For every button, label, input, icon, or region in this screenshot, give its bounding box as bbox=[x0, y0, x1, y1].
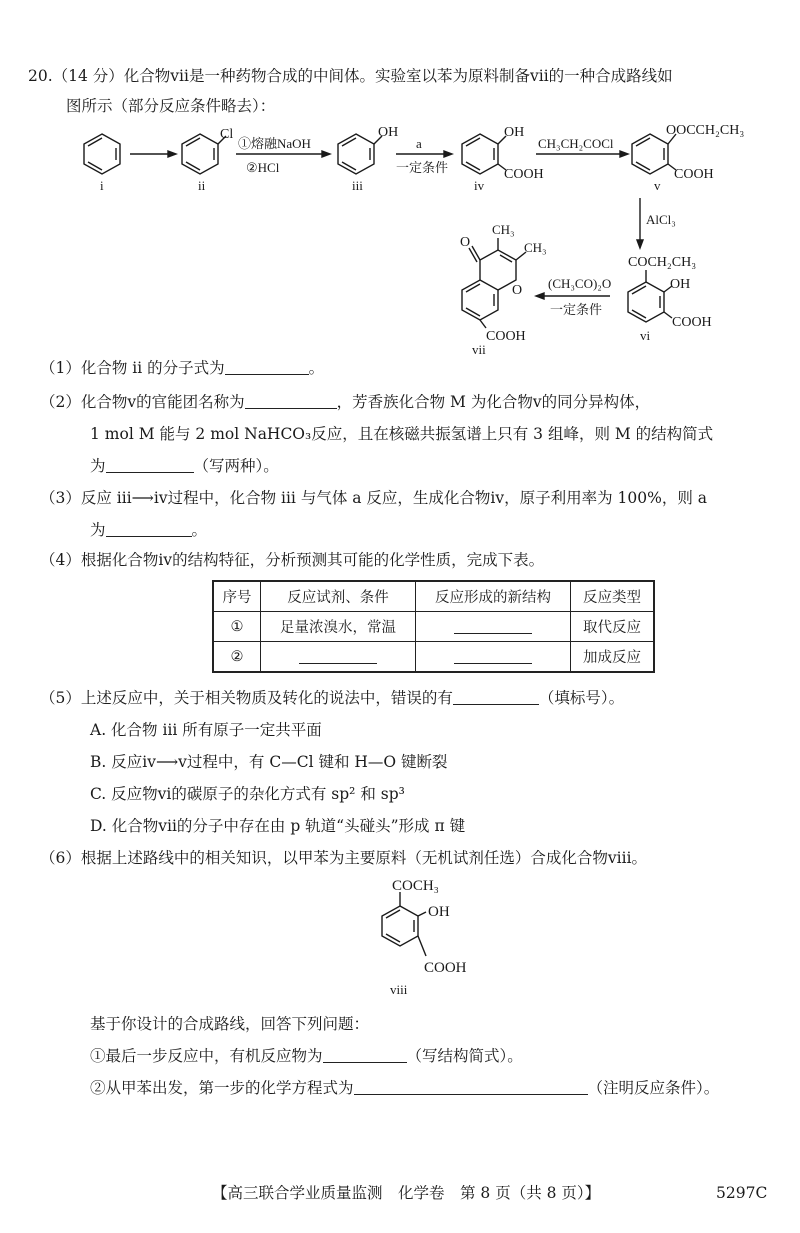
reaction-property-table bbox=[212, 580, 655, 673]
table-cell-type: 加成反应 bbox=[571, 642, 655, 673]
substituent-cooh-vi: COOH bbox=[672, 315, 712, 330]
q5-option-c: C. 反应物ⅵ的碳原子的杂化方式有 sp² 和 sp³ bbox=[90, 785, 405, 803]
compound-iv-ring bbox=[462, 134, 506, 174]
substituent-cooh-vii: COOH bbox=[486, 329, 526, 344]
table-cell-structure bbox=[416, 642, 571, 673]
table-row bbox=[213, 612, 654, 642]
table-cell-structure bbox=[416, 612, 571, 642]
q5-answer-blank[interactable] bbox=[453, 689, 539, 705]
question-20-intro-line1: 20.（14 分）化合物ⅶ是一种药物合成的中间体。实验室以苯为原料制备ⅶ的一种合成路线如 bbox=[28, 67, 673, 85]
substituent-cooh-v: COOH bbox=[674, 167, 714, 182]
table-row bbox=[213, 642, 654, 673]
label-viii: viii bbox=[390, 982, 408, 997]
q6-subquestion-2: ②从甲苯出发，第一步的化学方程式为 （注明反应条件）。 bbox=[90, 1079, 720, 1097]
viii-substituent-cooh: COOH bbox=[424, 960, 467, 976]
substituent-oh-vi: OH bbox=[670, 277, 691, 292]
label-ii: ii bbox=[198, 178, 206, 193]
arrow-vi-vii-reagent: (CH₃CO)₂O bbox=[548, 276, 612, 291]
q5-option-d: D. 化合物ⅶ的分子中存在由 p 轨道“头碰头”形成 π 键 bbox=[90, 817, 466, 835]
table-header-row bbox=[213, 581, 654, 612]
q2-answer-blank-1[interactable] bbox=[245, 393, 337, 409]
viii-substituent-acetyl: COCH₃ bbox=[392, 878, 439, 894]
arrow-iii-iv-condition: 一定条件 bbox=[396, 160, 449, 175]
table-header: 反应试剂、条件 bbox=[261, 581, 416, 612]
table-answer-blank[interactable] bbox=[454, 618, 532, 634]
table-cell-no: ② bbox=[213, 642, 261, 673]
substituent-oh-iii: OH bbox=[378, 125, 399, 140]
q2-answer-blank-2[interactable] bbox=[106, 457, 194, 473]
q6-1-answer-blank[interactable] bbox=[323, 1047, 407, 1063]
q2-line1: （2）化合物ⅴ的官能团名称为 ，芳香族化合物 M 为化合物ⅴ的同分异构体， bbox=[40, 393, 651, 411]
synthesis-route-scheme bbox=[60, 100, 780, 360]
label-vii: vii bbox=[472, 342, 486, 357]
q4-line: （4）根据化合物ⅳ的结构特征，分析预测其可能的化学性质，完成下表。 bbox=[40, 551, 545, 569]
compound-viii-structure bbox=[360, 872, 520, 1006]
q2-line3: 为 （写两种）。 bbox=[90, 457, 279, 475]
label-i: i bbox=[100, 178, 104, 193]
q6-subquestion-1: ①最后一步反应中，有机反应物为 （写结构简式）。 bbox=[90, 1047, 523, 1065]
arrow-ii-iii-condition-top: ①熔融NaOH bbox=[238, 136, 311, 151]
viii-substituent-oh: OH bbox=[428, 904, 450, 920]
substituent-o-carbonyl: O bbox=[460, 235, 471, 250]
substituent-ch3-vii-a: CH₃ bbox=[492, 222, 515, 237]
q3-line1: （3）反应 ⅲ⟶ⅳ过程中，化合物 ⅲ 与气体 a 反应，生成化合物ⅳ，原子利用率为 100%，则 a bbox=[40, 489, 708, 507]
q6-intro: 基于你设计的合成路线，回答下列问题： bbox=[90, 1015, 370, 1033]
q6-2-answer-blank[interactable] bbox=[354, 1079, 588, 1095]
q1-line: （1）化合物 ⅱ 的分子式为 。 bbox=[40, 359, 325, 377]
label-v: v bbox=[654, 178, 661, 193]
arrow-iii-iv-reagent: a bbox=[416, 136, 422, 151]
compound-v-ring bbox=[632, 134, 676, 174]
ring-oxygen-vii: O bbox=[512, 283, 523, 298]
arrow-vi-vii-condition: 一定条件 bbox=[550, 302, 603, 317]
table-answer-blank[interactable] bbox=[299, 648, 377, 664]
table-cell-reagent: 足量浓溴水，常温 bbox=[261, 612, 416, 642]
question-20-intro-line2: 图所示（部分反应条件略去）： bbox=[66, 97, 276, 115]
q5-option-b: B. 反应ⅳ⟶ⅴ过程中，有 C—Cl 键和 H—O 键断裂 bbox=[90, 753, 448, 771]
table-answer-blank[interactable] bbox=[454, 648, 532, 664]
q3-answer-blank[interactable] bbox=[106, 521, 192, 537]
table-cell-reagent bbox=[261, 642, 416, 673]
substituent-v-ester: OOCCH₂CH₃ bbox=[666, 123, 745, 138]
table-header: 反应类型 bbox=[571, 581, 655, 612]
compound-i-ring bbox=[84, 134, 120, 174]
page-footer-title: 【高三联合学业质量监测 化学卷 第 8 页（共 8 页）】 bbox=[212, 1184, 601, 1202]
arrow-v-vi-reagent: AlCl₃ bbox=[646, 212, 676, 227]
substituent-oh-iv: OH bbox=[504, 125, 525, 140]
arrow-ii-iii-condition-bottom: ②HCl bbox=[246, 160, 280, 175]
label-vi: vi bbox=[640, 328, 651, 343]
substituent-vi-ketone: COCH₂CH₃ bbox=[628, 255, 697, 270]
table-cell-type: 取代反应 bbox=[571, 612, 655, 642]
q5-option-a: A. 化合物 ⅲ 所有原子一定共平面 bbox=[90, 721, 322, 739]
compound-vi-ring bbox=[628, 270, 672, 322]
q5-line: （5）上述反应中，关于相关物质及转化的说法中，错误的有 （填标号）。 bbox=[40, 689, 625, 707]
page-footer-code: 5297C bbox=[716, 1184, 768, 1202]
label-iv: iv bbox=[474, 178, 485, 193]
arrow-iv-v-reagent: CH₃CH₂COCl bbox=[538, 136, 614, 151]
substituent-cooh-iv: COOH bbox=[504, 167, 544, 182]
q6-line: （6）根据上述路线中的相关知识，以甲苯为主要原料（无机试剂任选）合成化合物ⅷ。 bbox=[40, 849, 647, 867]
substituent-cl: Cl bbox=[220, 127, 234, 142]
table-header: 序号 bbox=[213, 581, 261, 612]
q3-line2: 为 。 bbox=[90, 521, 208, 539]
q2-line2: 1 mol M 能与 2 mol NaHCO₃反应，且在核磁共振氢谱上只有 3 组峰，则 M 的结构简式 bbox=[90, 425, 714, 443]
table-cell-no: ① bbox=[213, 612, 261, 642]
q1-answer-blank[interactable] bbox=[225, 359, 309, 375]
compound-iii-ring bbox=[338, 134, 382, 174]
substituent-ch3-vii-b: CH₃ bbox=[524, 240, 547, 255]
table-header: 反应形成的新结构 bbox=[416, 581, 571, 612]
label-iii: iii bbox=[352, 178, 363, 193]
